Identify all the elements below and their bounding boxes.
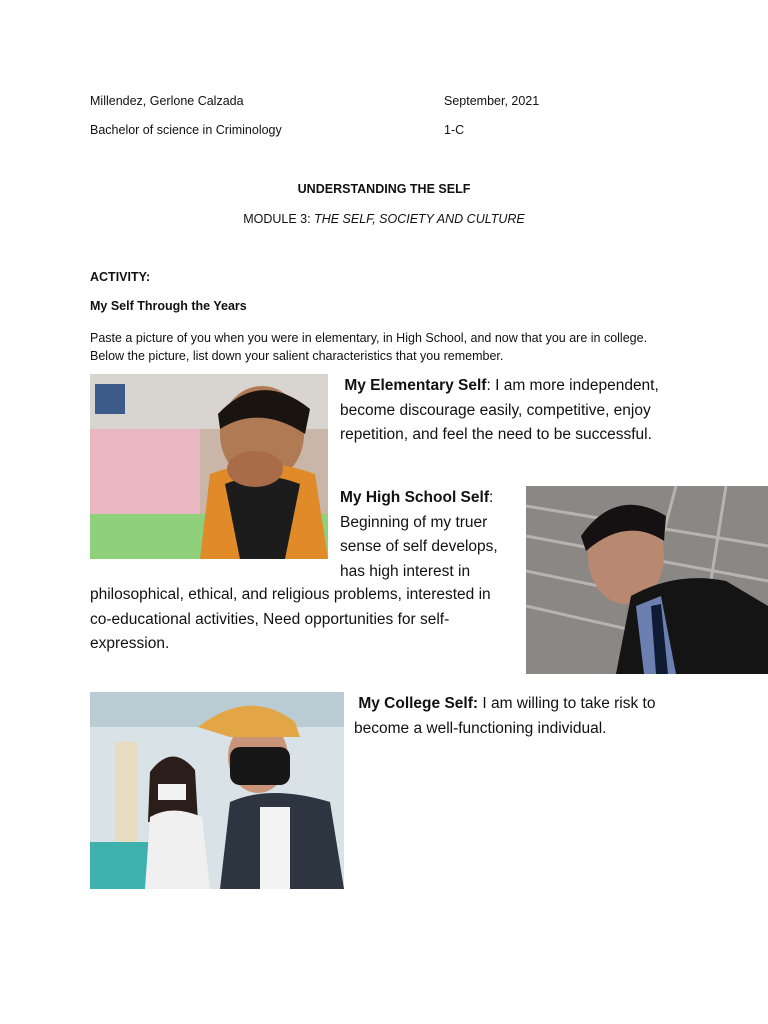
college-description	[354, 692, 754, 741]
module-line	[0, 212, 768, 226]
elementary-photo	[90, 374, 328, 559]
college-line-2: become a well-functioning individual.	[354, 719, 607, 737]
highschool-line-1: Beginning of my truer	[340, 513, 488, 531]
highschool-description-top	[340, 486, 520, 584]
highschool-photo	[526, 486, 768, 674]
elementary-description	[340, 374, 670, 448]
activity-instructions	[90, 329, 730, 365]
highschool-line-6: expression.	[90, 635, 170, 652]
highschool-line-3: has high interest in	[340, 562, 471, 580]
elementary-line-3: repetition, and feel the need to be successful.	[340, 426, 652, 443]
module-prefix: MODULE 3:	[243, 212, 311, 226]
college-photo	[90, 692, 344, 889]
elementary-line-2: become discourage easily, competitive, enjoy	[340, 401, 651, 419]
highschool-description-bottom	[90, 583, 520, 657]
instruction-line-1: Paste a picture of you when you were in elementary, in High School, and now that you are in college.	[90, 331, 648, 345]
document-title: UNDERSTANDING THE SELF	[297, 182, 471, 196]
student-name: Millendez, Gerlone Calzada	[90, 94, 244, 108]
college-line-1: I am willing to take risk to	[478, 695, 656, 712]
instruction-line-2: Below the picture, list down your salient characteristics that you remember.	[90, 349, 504, 363]
section-label: 1-C	[444, 123, 465, 137]
activity-name: My Self Through the Years	[90, 299, 247, 313]
course-name: Bachelor of science in Criminology	[90, 123, 282, 137]
elementary-line-1: : I am more independent,	[486, 377, 659, 394]
activity-label: ACTIVITY:	[90, 270, 151, 284]
highschool-line-5: co-educational activities, Need opportunities for self-	[90, 610, 450, 628]
highschool-line-4: philosophical, ethical, and religious problems, interested in	[90, 586, 491, 603]
submission-date: September, 2021	[444, 94, 540, 108]
highschool-colon: :	[488, 489, 494, 506]
highschool-heading: My High School Self	[340, 489, 489, 506]
elementary-heading: My Elementary Self	[344, 377, 487, 394]
highschool-line-2: sense of self develops,	[340, 538, 498, 555]
college-heading: My College Self:	[358, 695, 479, 712]
module-topic: THE SELF, SOCIETY AND CULTURE	[314, 212, 525, 226]
